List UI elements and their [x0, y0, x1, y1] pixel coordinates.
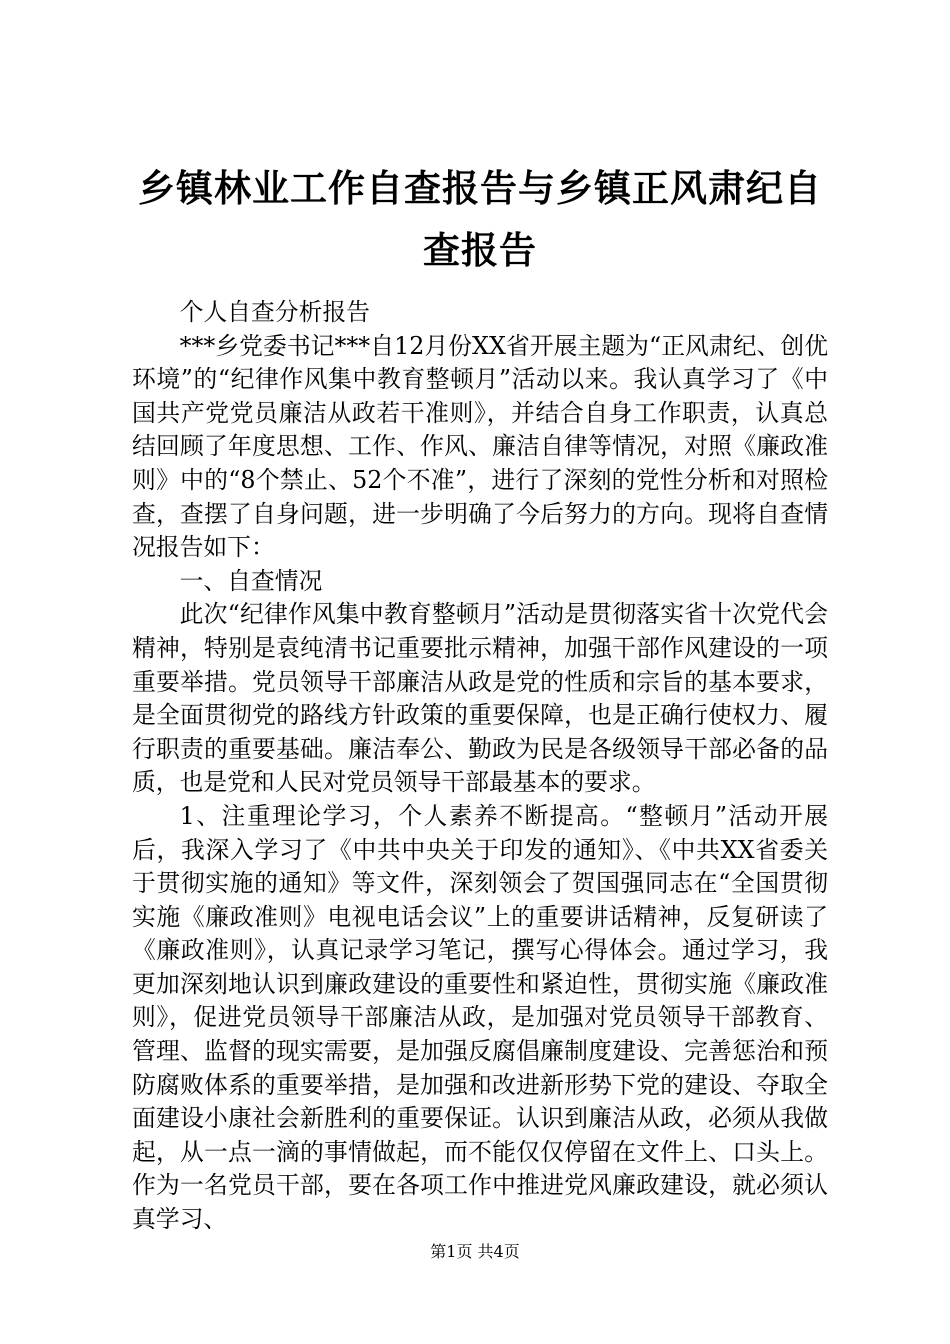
paragraph-heading: 个人自查分析报告: [179, 298, 370, 326]
page-footer: 第1页 共4页: [430, 1242, 520, 1261]
document-title: 乡镇林业工作自查报告与乡镇正风肃纪自查报告: [138, 167, 822, 272]
paragraph-section-1: 此次“纪律作风集中教育整顿月”活动是贯彻落实省十次党代会精神，特别是袁纯清书记重要批示精神，加强干部作风建设的一项重要举措。党员领导干部廉洁从政是党的性质和宗旨的基本要求，是全面贯彻党的路线方针政策的重要保障，也是正确行使权力、履行职责的重要基础。廉洁奉公、勤政为民是各级领导干部必备的品质，也是党和人民对党员领导干部最基本的要求。: [132, 600, 828, 797]
paragraph-point-1: 1、注重理论学习，个人素养不断提高。“整顿月”活动开展后，我深入学习了《中共中央关于印发的通知》、《中共XX省委关于贯彻实施的通知》等文件，深刻领会了贺国强同志在“全国贯彻实施《廉政准则》电视电话会议”上的重要讲话精神，反复研读了《廉政准则》，认真记录学习笔记，撰写心得体会。通过学习，我更加深刻地认识到廉政建设的重要性和紧迫性，贯彻实施《廉政准则》，促进党员领导干部廉洁从政，是加强对党员领导干部教育、管理、监督的现实需要，是加强反腐倡廉制度建设、完善惩治和预防腐败体系的重要举措，是加强和改进新形势下党的建设、夺取全面建设小康社会新胜利的重要保证。认识到廉洁从政，必须从我做起，从一点一滴的事情做起，而不能仅仅停留在文件上、口头上。作为一名党员干部，要在各项工作中推进党风廉政建设，就必须认真学习、: [132, 801, 828, 1234]
section-heading: 一、自查情况: [179, 566, 323, 595]
paragraph-intro: ***乡党委书记***自12月份XX省开展主题为“正风肃纪、创优环境”的“纪律作风集中教育整顿月”活动以来。我认真学习了《中国共产党党员廉洁从政若干准则》，并结合自身工作职责，认真总结回顾了年度思想、工作、作风、廉洁自律等情况，对照《廉政准则》中的“8个禁止、52个不准”，进行了深刻的党性分析和对照检查，查摆了自身问题，进一步明确了今后努力的方向。现将自查情况报告如下：: [132, 331, 828, 562]
document-body: [132, 296, 828, 1237]
